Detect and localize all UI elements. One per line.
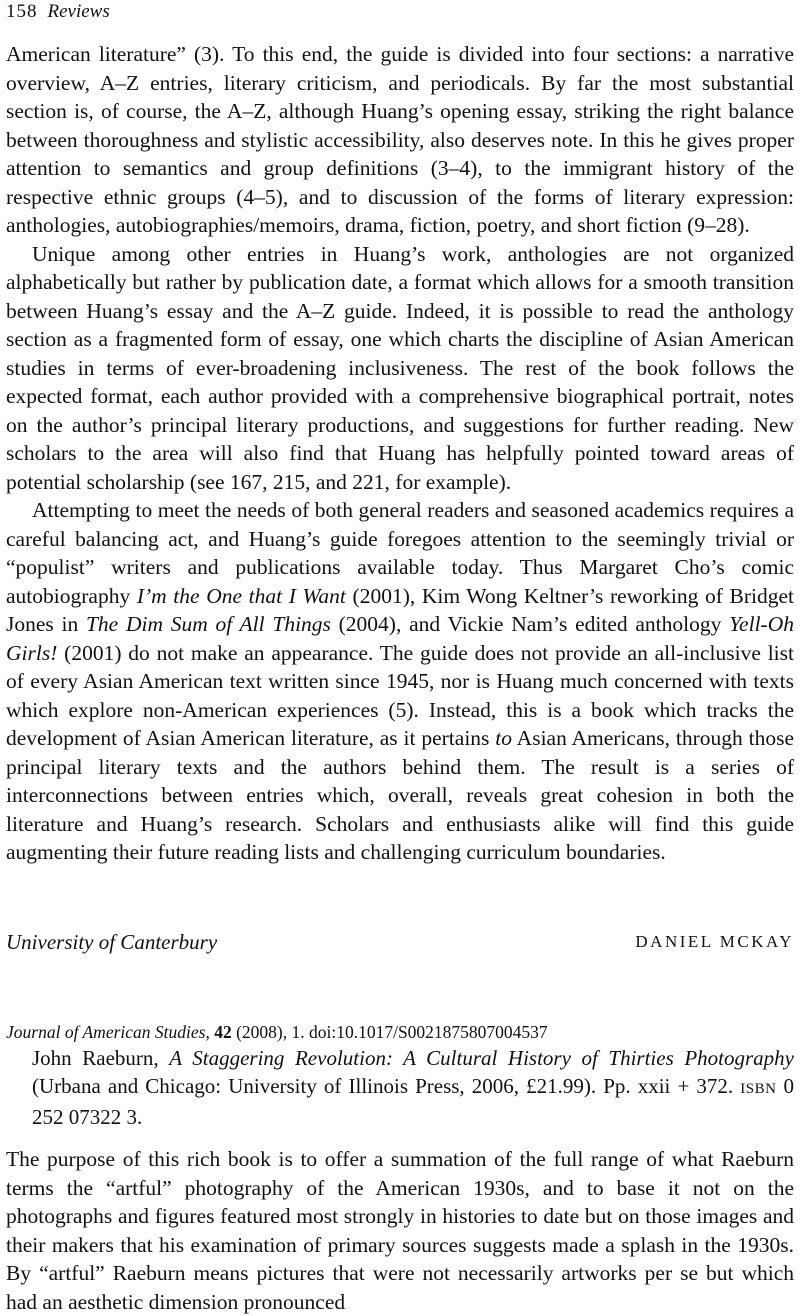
p3-text-a: Attempting to meet the needs of both general readers and seasoned academics requires a careful balancing act, and Huang’s guide foregoes attention to the seemingly trivial or “populist” writers and publications available today. Thus Margaret Cho’s comic autobiography	[6, 498, 794, 608]
review2-paragraph-1: The purpose of this rich book is to offer a summation of the full range of what Raeburn terms the “artful” photography of the American 1930s, and to base it not on the photographs and figures featured most strongly in histories to date but on those images and their makers that his examination of primary sources suggests made a splash in the 1930s. By “artful” Raeburn means pictures that were not necessarily artworks per se but which had an aesthetic dimension pronounced	[6, 1147, 794, 1314]
running-head	[6, 0, 110, 24]
p3-text-c: (2004), and Vickie Nam’s edited anthology	[330, 612, 730, 636]
p3-text-e: Asian Americans, through those principal literary texts and the authors behind them. The result is a series of interconnections between entries which, overall, reveals great cohesion in both the literature and Huang’s research. Scholars and enthusiasts alike will find this guide augmenting their future reading lists and challenging curriculum boundaries.	[6, 726, 794, 864]
review1-paragraph-3	[6, 496, 794, 867]
review1-paragraph-2: Unique among other entries in Huang’s work, anthologies are not organized alphabetically but rather by publication date, a format which allows for a smooth transition between Huang’s essay and the A–Z guide. Indeed, it is possible to read the anthology section as a fragmented form of essay, one which charts the discipline of Asian American studies in terms of ever-broadening inclusiveness. The rest of the book follows the expected format, each author provided with a comprehensive biographical portrait, notes on the author’s principal literary productions, and suggestions for further reading. New scholars to the area will also find that Huang has helpfully pointed toward areas of potential scholarship (see 167, 215, and 221, for example).	[6, 241, 794, 494]
p3-emphasis-to: to	[495, 726, 512, 750]
review-body-2	[6, 1145, 794, 1316]
p3-title-cho: I’m the One that I Want	[136, 583, 346, 608]
reviewer-name: DANIEL MCKAY	[635, 932, 794, 951]
review1-paragraph-1: American literature” (3). To this end, the guide is divided into four sections: a narrative overview, A–Z entries, literary criticism, and periodicals. By far the most substantial section is, of course, the A–Z, although Huang’s opening essay, striking the right balance between thoroughness and stylistic accessibility, also deserves note. In this he gives proper attention to semantics and group definitions (3–4), to the immigrant history of the respective ethnic groups (4–5), and to discussion of the forms of literary expression: anthologies, autobiographies/memoirs, drama, fiction, poetry, and short fiction (9–28).	[6, 42, 794, 237]
book-publisher: (Urbana and Chicago: University of Illinois Press, 2006, £21.99). Pp. xxii + 372.	[32, 1074, 741, 1098]
page-number: 158	[6, 1, 38, 22]
book-title: A Staggering Revolution: A Cultural History of Thirties Photography	[169, 1046, 794, 1070]
p3-text-d: (2001) do not make an appearance. The guide does not provide an all-inclusive list of every Asian American text written since 1945, nor is Huang much concerned with texts which explore non-American experiences (5). Instead, this is a book which tracks the development of Asian American literature, as it pertains	[6, 640, 794, 750]
reviewer-affiliation: University of Canterbury	[6, 930, 218, 954]
book-reference	[32, 1044, 794, 1131]
p3-text-b: (2001), Kim Wong Keltner’s reworking of Bridget Jones in	[6, 583, 794, 636]
p3-title-keltner: The Dim Sum of All Things	[85, 612, 331, 636]
running-head-title: Reviews	[47, 1, 110, 22]
isbn-label: ISBN	[740, 1081, 777, 1097]
citation-details: (2008), 1. doi:10.1017/S0021875807004537	[231, 1022, 548, 1042]
journal-volume: 42	[214, 1022, 232, 1042]
isbn-number: 0 252 07322 3.	[32, 1074, 795, 1129]
review-signature	[6, 928, 794, 956]
book-author: John Raeburn,	[32, 1046, 170, 1070]
journal-name: Journal of American Studies	[6, 1022, 206, 1042]
journal-citation: Journal of American Studies, 42 (2008), 1. doi:10.1017/S0021875807004537	[6, 1022, 548, 1042]
review-body-1	[6, 40, 794, 867]
p3-title-nam: Yell-Oh Girls!	[6, 612, 794, 665]
